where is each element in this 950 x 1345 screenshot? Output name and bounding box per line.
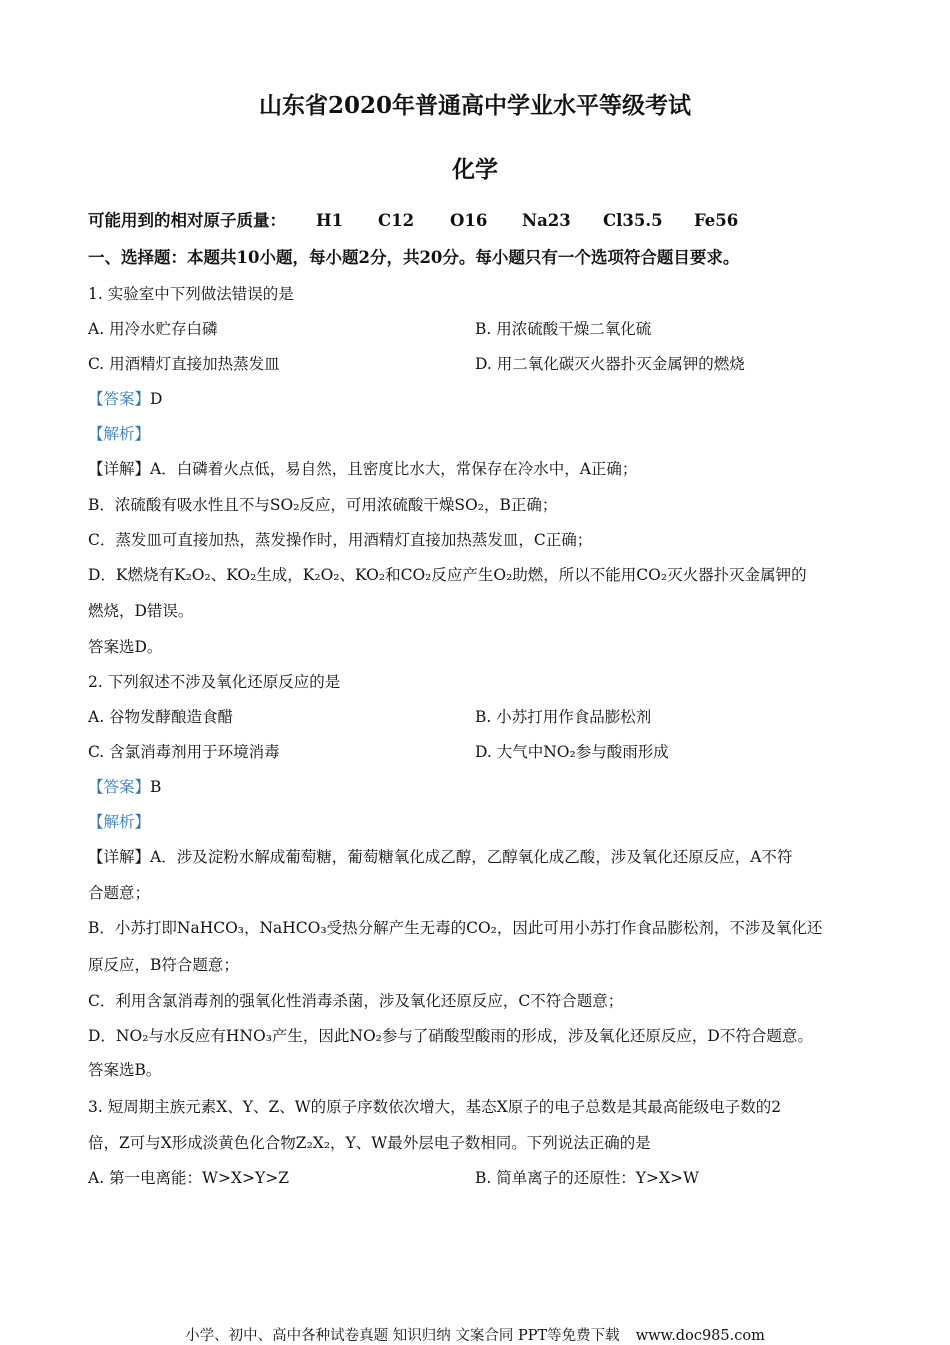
- q1-detail-1: [88, 458, 862, 480]
- q1-detail-2: B．浓硫酸有吸水性且不与SO₂反应，可用浓硫酸干燥SO₂，B正确；: [88, 496, 558, 514]
- q2-analysis-tag: 【解析】: [88, 813, 151, 831]
- q1-option-c: C. 用酒精灯直接加热蒸发皿: [88, 355, 280, 373]
- subject-title: 化学: [452, 156, 498, 183]
- q2-detail-3: B．小苏打即NaHCO₃，NaHCO₃受热分解产生无毒的CO₂，因此可用小苏打作食品膨松剂，不涉及氧化还: [88, 919, 823, 937]
- q2-answer: [88, 776, 862, 798]
- mass-item: Cl35.5: [603, 211, 663, 230]
- detail-tag: 【详解】: [88, 460, 151, 478]
- q1-option-b: B. 用浓硫酸干燥二氧化硫: [475, 320, 652, 338]
- detail-text: A．白磷着火点低，易自然，且密度比水大，常保存在冷水中，A正确；: [150, 460, 638, 478]
- q2-conclusion: 答案选B。: [88, 1061, 162, 1079]
- page-footer: [0, 1324, 950, 1345]
- q3-option-a: A. 第一电离能：W>X>Y>Z: [88, 1169, 289, 1187]
- mass-item: C12: [378, 211, 415, 230]
- q2-option-b: B. 小苏打用作食品膨松剂: [475, 708, 652, 726]
- footer-url[interactable]: www.doc985.com: [635, 1328, 765, 1344]
- q3-option-b: B. 简单离子的还原性：Y>X>W: [475, 1169, 699, 1187]
- question-3-stem-line2: 倍，Z可与X形成淡黄色化合物Z₂X₂，Y、W最外层电子数相同。下列说法正确的是: [88, 1134, 651, 1152]
- q1-analysis-tag: 【解析】: [88, 425, 151, 443]
- mass-item: Na23: [522, 211, 571, 230]
- q2-detail-6: D．NO₂与水反应有HNO₃产生，因此NO₂参与了硝酸型酸雨的形成，涉及氧化还原反应，D不符合题意。: [88, 1027, 813, 1045]
- q1-answer: [88, 388, 862, 410]
- answer-value: D: [150, 390, 163, 408]
- mass-item: H1: [316, 211, 344, 230]
- footer-text: 小学、初中、高中各种试卷真题 知识归纳 文案合同 PPT等免费下载: [185, 1328, 620, 1344]
- detail-tag: 【详解】: [88, 848, 151, 866]
- exam-title: 山东省2020年普通高中学业水平等级考试: [258, 92, 691, 119]
- q2-option-a: A. 谷物发酵酿造食醋: [88, 708, 234, 726]
- q2-detail-5: C．利用含氯消毒剂的强氧化性消毒杀菌，涉及氧化还原反应，C不符合题意；: [88, 992, 624, 1010]
- answer-value: B: [150, 778, 162, 796]
- q1-option-a: A. 用冷水贮存白磷: [88, 320, 218, 338]
- question-1-stem: 1. 实验室中下列做法错误的是: [88, 285, 294, 303]
- answer-tag: 【答案】: [88, 778, 151, 796]
- q2-detail-4: 原反应，B符合题意；: [88, 956, 239, 974]
- detail-text: A．涉及淀粉水解成葡萄糖，葡萄糖氧化成乙醇，乙醇氧化成乙酸，涉及氧化还原反应，A不符: [150, 848, 793, 866]
- q2-option-d: D. 大气中NO₂参与酸雨形成: [475, 743, 669, 761]
- answer-tag: 【答案】: [88, 390, 151, 408]
- q1-detail-4: D．K燃烧有K₂O₂、KO₂生成，K₂O₂、KO₂和CO₂反应产生O₂助燃，所以不能用CO₂灭火器扑灭金属钾的: [88, 566, 807, 584]
- q2-detail-1: [88, 846, 862, 868]
- q1-detail-3: C．蒸发皿可直接加热，蒸发操作时，用酒精灯直接加热蒸发皿，C正确；: [88, 531, 593, 549]
- section-heading: 一、选择题：本题共10小题，每小题2分，共20分。每小题只有一个选项符合题目要求。: [88, 248, 740, 267]
- mass-item: Fe56: [694, 211, 739, 230]
- masses-label: 可能用到的相对原子质量：: [88, 211, 286, 230]
- q1-conclusion: 答案选D。: [88, 638, 163, 656]
- q2-detail-2: 合题意；: [88, 884, 151, 902]
- question-3-stem-line1: 3. 短周期主族元素X、Y、Z、W的原子序数依次增大，基态X原子的电子总数是其最高能级电子数的2: [88, 1098, 782, 1116]
- q1-detail-5: 燃烧，D错误。: [88, 602, 194, 620]
- q1-option-d: D. 用二氧化碳灭火器扑灭金属钾的燃烧: [475, 355, 745, 373]
- q2-option-c: C. 含氯消毒剂用于环境消毒: [88, 743, 280, 761]
- mass-item: O16: [450, 211, 488, 230]
- question-2-stem: 2. 下列叙述不涉及氧化还原反应的是: [88, 673, 341, 691]
